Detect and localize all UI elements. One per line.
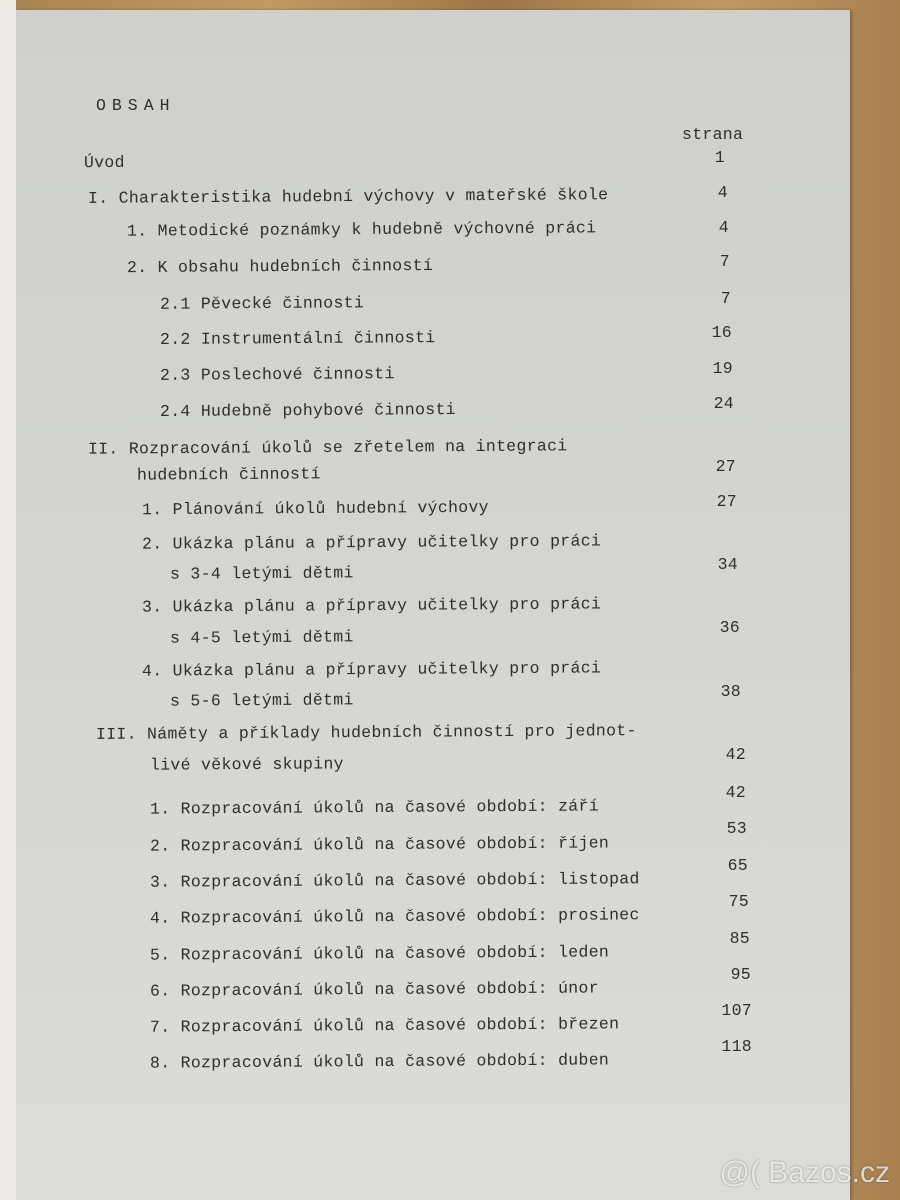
toc-entry-label: 2.1 Pěvecké činnosti [159, 293, 365, 314]
toc-entry-page-number: 107 [721, 1001, 752, 1020]
toc-entry-page-number: 53 [726, 819, 747, 838]
toc-entry-label: II. Rozpracování úkolů se zřetelem na integraci [87, 436, 568, 459]
toc-entry-label: 3. Ukázka plánu a přípravy učitelky pro práci [141, 594, 602, 617]
toc-entry-label: Úvod [83, 152, 125, 173]
toc-entry-page-number: 38 [720, 682, 741, 701]
toc-entry-label: 1. Rozpracování úkolů na časové období: září [149, 796, 599, 819]
toc-entry-label: 2.2 Instrumentální činnosti [159, 328, 436, 349]
toc-entry-label: 2. K obsahu hudebních činností [126, 255, 434, 278]
toc-entry-page-number: 65 [727, 856, 748, 875]
toc-entry-label: hudebních činností [136, 464, 321, 485]
toc-entry-page-number: 42 [725, 783, 746, 802]
toc-entry-label: 2. Ukázka plánu a přípravy učitelky pro práci [141, 531, 602, 554]
toc-entry-label: 3. Rozpracování úkolů na časové období: listopad [149, 869, 640, 892]
toc-entry-page-number: 118 [721, 1037, 752, 1056]
toc-entry-label: 7. Rozpracování úkolů na časové období: březen [149, 1014, 620, 1037]
page-column-header: strana [682, 125, 744, 144]
toc-entry-label: s 5-6 letými dětmi [169, 690, 354, 711]
toc-entry-label: 2.3 Poslechové činnosti [159, 364, 395, 385]
toc-entry-label: 4. Ukázka plánu a přípravy učitelky pro práci [141, 658, 602, 681]
watermark: @( Bazos.cz [719, 1156, 890, 1189]
toc-entry-label: I. Charakteristika hudební výchovy v mateřské škole [87, 185, 609, 208]
toc-entry-page-number: 7 [720, 289, 731, 308]
toc-entry-page-number: 34 [717, 555, 738, 574]
toc-entry-page-number: 16 [711, 323, 732, 342]
toc-entry-page-number: 27 [716, 492, 737, 511]
toc-entry-page-number: 19 [712, 359, 733, 378]
toc-entry-label: 8. Rozpracování úkolů na časové období: duben [149, 1050, 610, 1073]
toc-entry-page-number: 75 [728, 892, 749, 911]
toc-entry-page-number: 4 [718, 218, 729, 237]
toc-entry-label: 5. Rozpracování úkolů na časové období: leden [149, 942, 610, 965]
toc-entry-label: 1. Plánování úkolů hudební výchovy [141, 497, 489, 520]
toc-entry-label: 1. Metodické poznámky k hudebně výchovné práci [126, 218, 597, 241]
toc-entry-page-number: 36 [719, 618, 740, 637]
toc-entry-label: 2.4 Hudebně pohybové činnosti [159, 399, 456, 422]
toc-entry-label: 4. Rozpracování úkolů na časové období: prosinec [149, 905, 640, 928]
toc-entry-page-number: 85 [729, 929, 750, 948]
toc-entry-page-number: 24 [713, 394, 734, 413]
toc-entry-page-number: 1 [714, 148, 725, 167]
toc-entry-label: s 4-5 letými dětmi [169, 627, 354, 648]
toc-entry-label: livé věkové skupiny [149, 754, 344, 775]
page-left-edge [0, 0, 16, 1200]
toc-entry-label: III. Náměty a příklady hudebních činností pro jednot- [95, 721, 637, 744]
toc-entry-page-number: 4 [717, 183, 728, 202]
toc-entry-label: s 3-4 letými dětmi [169, 563, 354, 584]
toc-entry-page-number: 95 [730, 965, 751, 984]
toc-entry-page-number: 42 [725, 745, 746, 764]
toc-title: OBSAH [96, 96, 176, 115]
toc-entry-label: 6. Rozpracování úkolů na časové období: únor [149, 978, 599, 1001]
toc-entry-label: 2. Rozpracování úkolů na časové období: říjen [149, 833, 610, 856]
toc-entry-page-number: 27 [715, 457, 736, 476]
toc-entry-page-number: 7 [719, 252, 730, 271]
